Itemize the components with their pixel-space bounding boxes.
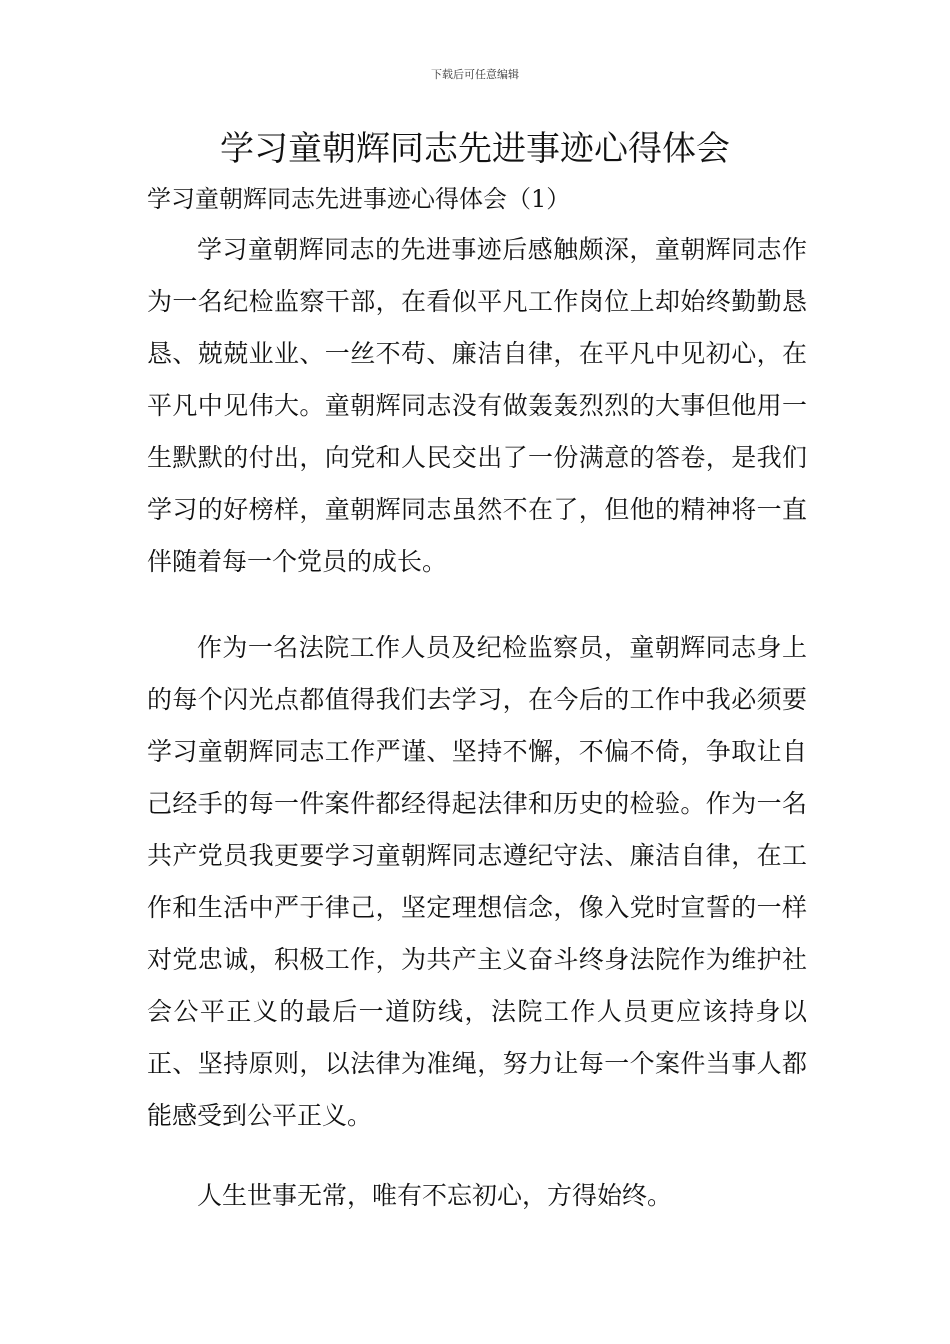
paragraph-1: 学习童朝辉同志的先进事迹后感触颇深，童朝辉同志作为一名纪检监察干部，在看似平凡工作岗位上却始终勤勤恳恳、兢兢业业、一丝不苟、廉洁自律，在平凡中见初心，在平凡中见伟大。童朝辉同志没有做轰轰烈烈的大事但他用一生默默的付出，向党和人民交出了一份满意的答卷，是我们学习的好榜样，童朝辉同志虽然不在了，但他的精神将一直伴随着每一个党员的成长。 [147, 235, 807, 576]
document-title: 学习童朝辉同志先进事迹心得体会 [220, 129, 730, 169]
header-note: 下载后可任意编辑 [431, 68, 519, 81]
document-subtitle: 学习童朝辉同志先进事迹心得体会（1） [147, 185, 571, 213]
paragraph-2: 作为一名法院工作人员及纪检监察员，童朝辉同志身上的每个闪光点都值得我们去学习，在今后的工作中我必须要学习童朝辉同志工作严谨、坚持不懈，不偏不倚，争取让自己经手的每一件案件都经得起法律和历史的检验。作为一名共产党员我更要学习童朝辉同志遵纪守法、廉洁自律，在工作和生活中严于律己，坚定理想信念，像入党时宣誓的一样对党忠诚，积极工作，为共产主义奋斗终身法院作为维护社会公平正义的最后一道防线，法院工作人员更应该持身以正、坚持原则，以法律为准绳，努力让每一个案件当事人都能感受到公平正义。 [147, 633, 807, 1130]
paragraph-3: 人生世事无常，唯有不忘初心，方得始终。 [197, 1181, 673, 1210]
